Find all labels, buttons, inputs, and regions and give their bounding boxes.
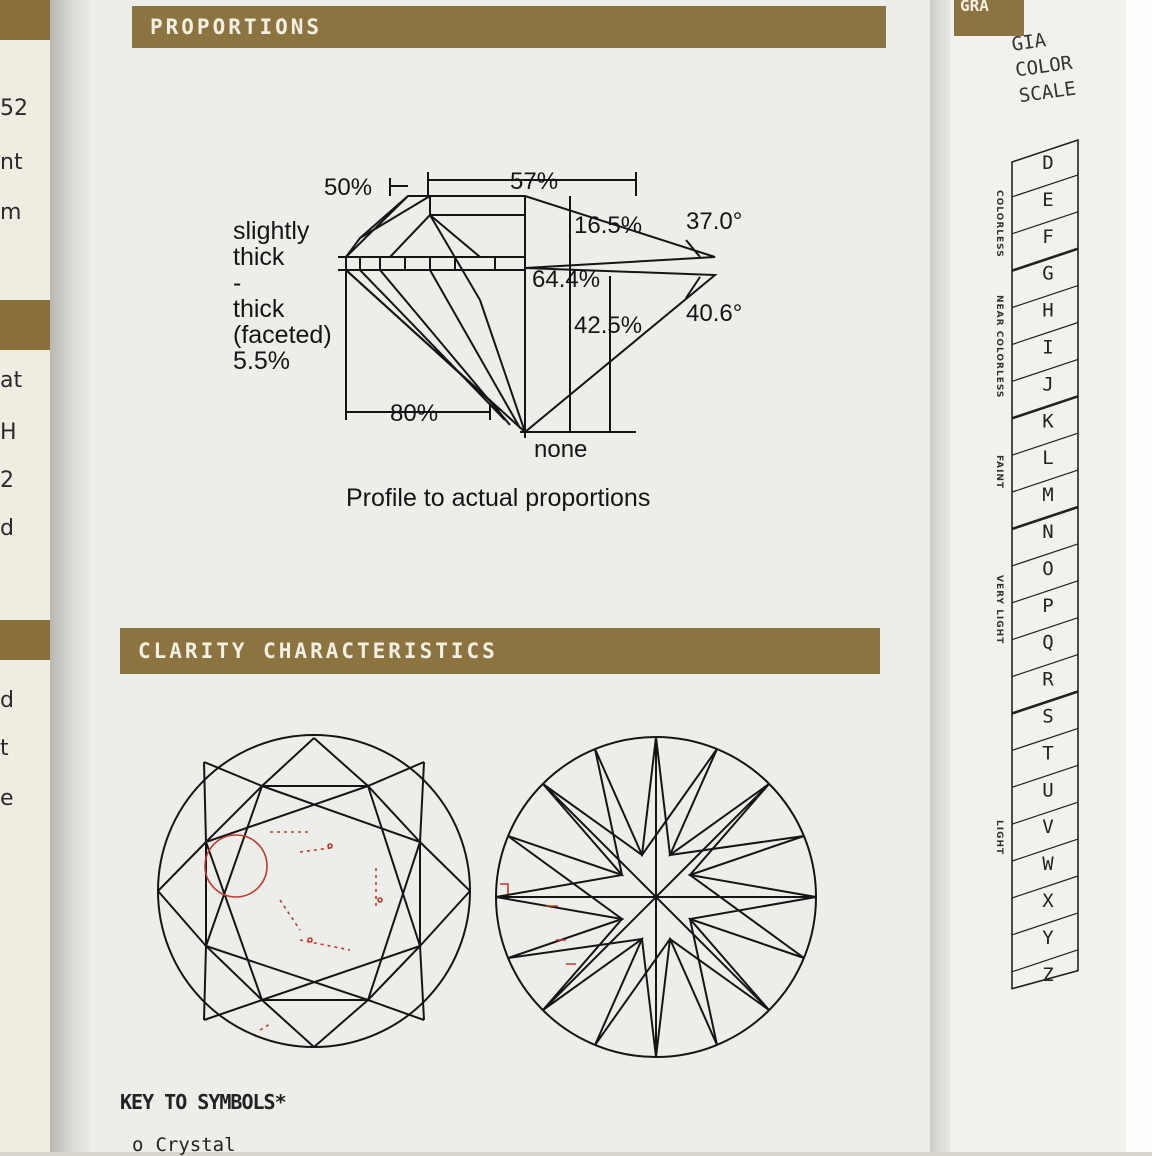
- color-grade-letter: Q: [1042, 631, 1054, 654]
- left-page-fragment: H: [0, 420, 17, 445]
- color-grade-letter: K: [1042, 410, 1054, 433]
- left-page-fragment: d: [0, 516, 14, 541]
- category-light: LIGHT: [994, 820, 1004, 856]
- star-length-percentage: 50%: [324, 174, 373, 201]
- grading-tab-label: GRA: [960, 0, 989, 15]
- lower-half-percentage: 80%: [390, 400, 439, 427]
- key-to-symbols-title: KEY TO SYMBOLS*: [120, 1090, 286, 1114]
- category-near-colorless: NEAR COLORLESS: [994, 295, 1004, 399]
- color-scale-title-line: GIA: [1010, 29, 1048, 56]
- color-grade-letter: W: [1042, 853, 1054, 876]
- total-depth-percentage: 64.4%: [532, 266, 601, 293]
- color-grade-letter: J: [1042, 373, 1054, 396]
- color-grade-letter: G: [1042, 262, 1054, 285]
- left-page-fragment: m: [0, 200, 22, 225]
- color-grade-letter: X: [1042, 890, 1054, 912]
- proportions-caption: Profile to actual proportions: [346, 484, 651, 512]
- color-grade-letter: M: [1042, 484, 1054, 507]
- left-page-fragment: d: [0, 688, 14, 713]
- left-page-fragment: at: [0, 368, 23, 393]
- color-grade-letter: Z: [1042, 963, 1054, 986]
- left-page-fragment: nt: [0, 150, 23, 175]
- girdle-line: thick: [233, 295, 285, 323]
- girdle-line: slightly: [233, 217, 310, 245]
- pavilion-angle: 40.6°: [686, 300, 743, 327]
- color-grade-letter: N: [1042, 521, 1054, 543]
- color-grade-letter: V: [1042, 816, 1054, 839]
- clarity-title: CLARITY CHARACTERISTICS: [138, 639, 498, 663]
- category-colorless: COLORLESS: [994, 190, 1004, 258]
- girdle-line: thick: [233, 243, 285, 271]
- color-grade-letter: L: [1042, 447, 1054, 470]
- color-scale-title-line: COLOR: [1013, 51, 1074, 82]
- crown-height-percentage: 16.5%: [574, 212, 643, 239]
- color-grade-letter: P: [1042, 594, 1054, 617]
- color-grade-letter: I: [1042, 336, 1054, 359]
- left-page-fragment: t: [0, 736, 9, 761]
- color-scale-title-line: SCALE: [1017, 77, 1078, 108]
- color-grade-letter: Y: [1042, 926, 1054, 949]
- crystal-symbol: o: [132, 1134, 144, 1156]
- girdle-line: 5.5%: [233, 347, 290, 375]
- color-grade-letter: D: [1042, 152, 1054, 174]
- girdle-line: (faceted): [233, 321, 332, 349]
- proportions-title: PROPORTIONS: [150, 15, 323, 39]
- crown-angle: 37.0°: [686, 208, 743, 235]
- color-grade-letter: U: [1042, 779, 1054, 802]
- color-grade-letter: E: [1042, 188, 1054, 211]
- table-percentage: 57%: [510, 168, 559, 195]
- category-faint: FAINT: [994, 455, 1004, 490]
- left-page-fragment: 2: [0, 468, 14, 493]
- girdle-line: -: [233, 269, 242, 297]
- color-grade-letter: R: [1042, 668, 1054, 691]
- culet-label: none: [534, 436, 588, 463]
- color-grade-letter: H: [1042, 299, 1054, 322]
- left-page-fragment: 52: [0, 96, 28, 121]
- pavilion-depth-percentage: 42.5%: [574, 312, 643, 339]
- key-item-label: Crystal: [155, 1134, 236, 1156]
- color-grade-letter: O: [1042, 557, 1054, 580]
- color-grade-letter: F: [1042, 225, 1054, 248]
- color-grade-letter: S: [1042, 705, 1054, 728]
- left-page-fragment: e: [0, 786, 14, 811]
- color-grade-letter: T: [1042, 742, 1054, 765]
- category-very-light: VERY LIGHT: [994, 575, 1004, 645]
